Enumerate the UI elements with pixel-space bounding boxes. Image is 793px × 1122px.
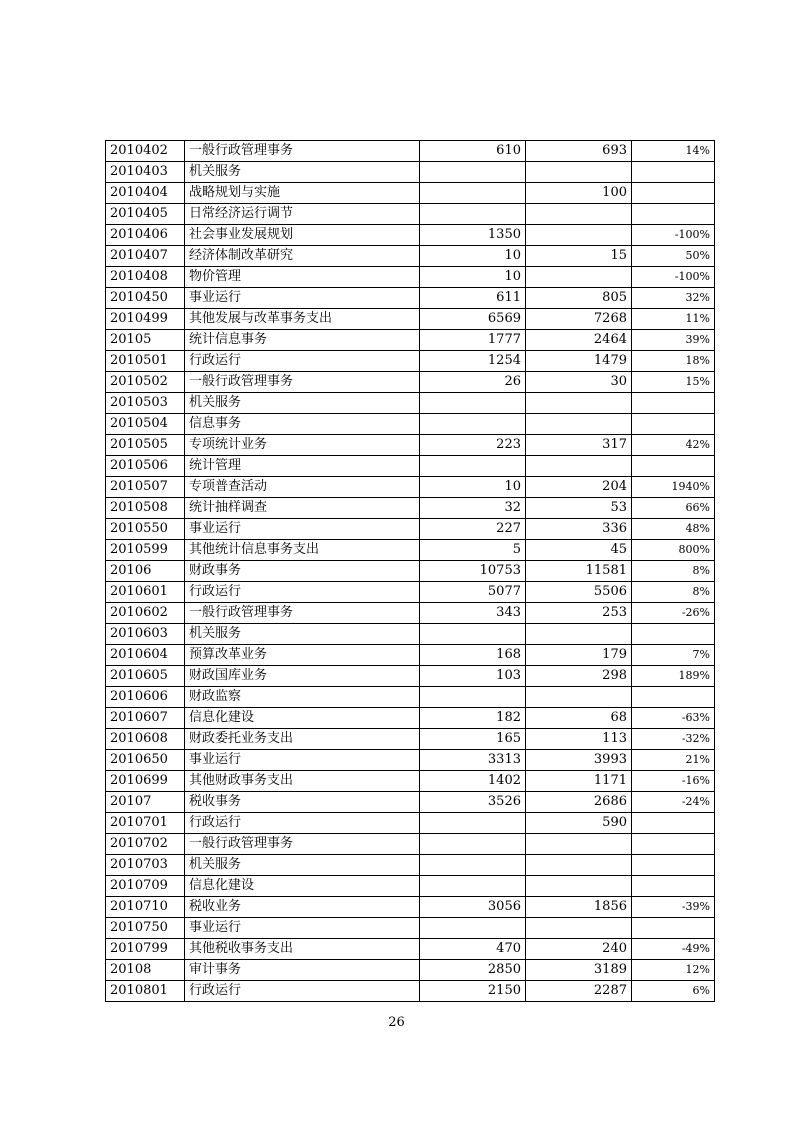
row-code: 2010404: [106, 183, 185, 204]
table-row: [106, 309, 715, 330]
row-code: 2010499: [106, 309, 185, 330]
row-name: 信息化建设: [185, 876, 420, 897]
row-name: 机关服务: [185, 624, 420, 645]
row-value-1: 3056: [420, 897, 526, 918]
row-change-pct: 8%: [632, 582, 715, 603]
row-value-1: 1777: [420, 330, 526, 351]
row-name: 一般行政管理事务: [185, 834, 420, 855]
row-value-2: 2287: [526, 981, 632, 1002]
row-change-pct: 6%: [632, 981, 715, 1002]
row-value-2: 1856: [526, 897, 632, 918]
row-name: 物价管理: [185, 267, 420, 288]
table-row: [106, 414, 715, 435]
row-change-pct: 32%: [632, 288, 715, 309]
row-name: 财政国库业务: [185, 666, 420, 687]
row-value-1: [420, 918, 526, 939]
row-name: 机关服务: [185, 855, 420, 876]
table-row: [106, 981, 715, 1002]
row-code: 2010403: [106, 162, 185, 183]
row-value-2: 336: [526, 519, 632, 540]
row-change-pct: 14%: [632, 141, 715, 162]
row-change-pct: 12%: [632, 960, 715, 981]
row-code: 2010650: [106, 750, 185, 771]
row-value-2: 805: [526, 288, 632, 309]
row-value-2: 1479: [526, 351, 632, 372]
row-value-1: [420, 204, 526, 225]
row-change-pct: [632, 204, 715, 225]
row-value-1: 470: [420, 939, 526, 960]
row-name: 事业运行: [185, 519, 420, 540]
row-name: 统计信息事务: [185, 330, 420, 351]
table-row: [106, 456, 715, 477]
row-name: 统计抽样调查: [185, 498, 420, 519]
row-change-pct: 7%: [632, 645, 715, 666]
row-name: 其他税收事务支出: [185, 939, 420, 960]
row-change-pct: 42%: [632, 435, 715, 456]
table-row: [106, 330, 715, 351]
row-value-2: 204: [526, 477, 632, 498]
table-row: [106, 687, 715, 708]
table-row: [106, 561, 715, 582]
row-value-1: 1254: [420, 351, 526, 372]
row-code: 2010503: [106, 393, 185, 414]
row-value-2: [526, 687, 632, 708]
row-value-1: [420, 813, 526, 834]
row-code: 2010599: [106, 540, 185, 561]
row-value-1: [420, 624, 526, 645]
row-change-pct: [632, 918, 715, 939]
row-value-2: 3993: [526, 750, 632, 771]
row-change-pct: -32%: [632, 729, 715, 750]
row-value-2: [526, 834, 632, 855]
row-code: 2010405: [106, 204, 185, 225]
table-row: [106, 771, 715, 792]
table-row: [106, 939, 715, 960]
row-change-pct: 800%: [632, 540, 715, 561]
row-change-pct: -26%: [632, 603, 715, 624]
row-name: 专项普查活动: [185, 477, 420, 498]
row-name: 财政事务: [185, 561, 420, 582]
row-change-pct: -100%: [632, 225, 715, 246]
row-code: 2010502: [106, 372, 185, 393]
table-row: [106, 183, 715, 204]
row-value-1: 103: [420, 666, 526, 687]
row-name: 社会事业发展规划: [185, 225, 420, 246]
row-code: 2010710: [106, 897, 185, 918]
row-value-1: 32: [420, 498, 526, 519]
row-code: 2010606: [106, 687, 185, 708]
row-change-pct: 8%: [632, 561, 715, 582]
row-name: 信息化建设: [185, 708, 420, 729]
row-change-pct: [632, 624, 715, 645]
row-value-2: [526, 162, 632, 183]
row-code: 20105: [106, 330, 185, 351]
row-name: 行政运行: [185, 981, 420, 1002]
row-name: 其他发展与改革事务支出: [185, 309, 420, 330]
row-code: 2010605: [106, 666, 185, 687]
row-change-pct: [632, 813, 715, 834]
row-name: 信息事务: [185, 414, 420, 435]
table-row: [106, 351, 715, 372]
row-change-pct: [632, 183, 715, 204]
row-value-1: [420, 855, 526, 876]
row-value-1: 5077: [420, 582, 526, 603]
row-value-1: [420, 834, 526, 855]
row-change-pct: 50%: [632, 246, 715, 267]
row-value-1: 168: [420, 645, 526, 666]
row-change-pct: 1940%: [632, 477, 715, 498]
row-change-pct: 21%: [632, 750, 715, 771]
row-code: 2010601: [106, 582, 185, 603]
row-code: 2010801: [106, 981, 185, 1002]
row-code: 2010508: [106, 498, 185, 519]
row-change-pct: -100%: [632, 267, 715, 288]
table-row: [106, 729, 715, 750]
row-value-2: 240: [526, 939, 632, 960]
table-row: [106, 246, 715, 267]
row-value-2: 5506: [526, 582, 632, 603]
row-change-pct: [632, 687, 715, 708]
table-row: [106, 477, 715, 498]
row-value-2: [526, 225, 632, 246]
row-value-2: 179: [526, 645, 632, 666]
table-row: [106, 288, 715, 309]
row-value-2: [526, 855, 632, 876]
row-name: 行政运行: [185, 582, 420, 603]
row-value-2: 2464: [526, 330, 632, 351]
row-value-2: [526, 876, 632, 897]
row-value-1: 10753: [420, 561, 526, 582]
row-change-pct: -39%: [632, 897, 715, 918]
table-row: [106, 876, 715, 897]
row-name: 财政委托业务支出: [185, 729, 420, 750]
row-change-pct: [632, 162, 715, 183]
row-value-2: 68: [526, 708, 632, 729]
row-code: 20107: [106, 792, 185, 813]
table-row: [106, 225, 715, 246]
row-code: 2010701: [106, 813, 185, 834]
row-change-pct: [632, 855, 715, 876]
row-change-pct: [632, 393, 715, 414]
row-code: 2010608: [106, 729, 185, 750]
row-value-1: 3313: [420, 750, 526, 771]
row-value-2: 1171: [526, 771, 632, 792]
row-code: 2010709: [106, 876, 185, 897]
row-value-1: 1350: [420, 225, 526, 246]
row-value-2: 100: [526, 183, 632, 204]
row-name: 行政运行: [185, 813, 420, 834]
table-row: [106, 540, 715, 561]
row-name: 专项统计业务: [185, 435, 420, 456]
row-change-pct: 48%: [632, 519, 715, 540]
row-name: 一般行政管理事务: [185, 372, 420, 393]
row-change-pct: -49%: [632, 939, 715, 960]
row-value-1: 2850: [420, 960, 526, 981]
row-value-1: 611: [420, 288, 526, 309]
row-name: 行政运行: [185, 351, 420, 372]
row-value-2: 7268: [526, 309, 632, 330]
row-code: 2010604: [106, 645, 185, 666]
table-row: [106, 750, 715, 771]
row-value-1: 2150: [420, 981, 526, 1002]
row-code: 2010703: [106, 855, 185, 876]
table-row: [106, 393, 715, 414]
row-change-pct: -16%: [632, 771, 715, 792]
row-value-1: 343: [420, 603, 526, 624]
row-value-2: [526, 414, 632, 435]
row-value-2: 30: [526, 372, 632, 393]
table-row: [106, 624, 715, 645]
row-name: 税收事务: [185, 792, 420, 813]
table-row: [106, 582, 715, 603]
table-row: [106, 834, 715, 855]
row-value-1: 5: [420, 540, 526, 561]
row-value-2: [526, 267, 632, 288]
row-value-2: [526, 393, 632, 414]
row-code: 2010507: [106, 477, 185, 498]
table-row: [106, 666, 715, 687]
table-body: [106, 141, 715, 1002]
table-row: [106, 813, 715, 834]
row-value-2: [526, 624, 632, 645]
row-value-2: 298: [526, 666, 632, 687]
row-code: 2010501: [106, 351, 185, 372]
row-name: 日常经济运行调节: [185, 204, 420, 225]
table-row: [106, 141, 715, 162]
row-value-2: [526, 918, 632, 939]
row-value-2: 2686: [526, 792, 632, 813]
row-value-2: 45: [526, 540, 632, 561]
row-value-2: 113: [526, 729, 632, 750]
row-value-1: 26: [420, 372, 526, 393]
row-value-1: [420, 876, 526, 897]
row-value-1: 223: [420, 435, 526, 456]
table-row: [106, 855, 715, 876]
row-value-1: 227: [420, 519, 526, 540]
row-code: 2010702: [106, 834, 185, 855]
row-change-pct: [632, 456, 715, 477]
table-row: [106, 708, 715, 729]
row-name: 预算改革业务: [185, 645, 420, 666]
row-code: 2010505: [106, 435, 185, 456]
row-value-1: [420, 456, 526, 477]
row-code: 2010407: [106, 246, 185, 267]
row-code: 2010750: [106, 918, 185, 939]
row-change-pct: [632, 834, 715, 855]
row-value-1: [420, 414, 526, 435]
row-code: 2010450: [106, 288, 185, 309]
table-row: [106, 267, 715, 288]
row-value-1: 610: [420, 141, 526, 162]
page-number: 26: [388, 1015, 405, 1030]
row-name: 机关服务: [185, 162, 420, 183]
row-value-1: 10: [420, 246, 526, 267]
row-change-pct: 11%: [632, 309, 715, 330]
row-change-pct: 39%: [632, 330, 715, 351]
row-change-pct: 66%: [632, 498, 715, 519]
budget-table: [105, 140, 715, 1002]
row-code: 2010408: [106, 267, 185, 288]
table-row: [106, 204, 715, 225]
row-code: 2010607: [106, 708, 185, 729]
row-name: 一般行政管理事务: [185, 141, 420, 162]
row-value-2: 693: [526, 141, 632, 162]
row-name: 财政监察: [185, 687, 420, 708]
row-value-1: 6569: [420, 309, 526, 330]
row-code: 2010506: [106, 456, 185, 477]
row-change-pct: -24%: [632, 792, 715, 813]
row-name: 其他财政事务支出: [185, 771, 420, 792]
row-name: 统计管理: [185, 456, 420, 477]
row-name: 税收业务: [185, 897, 420, 918]
row-value-2: 11581: [526, 561, 632, 582]
table-row: [106, 960, 715, 981]
row-code: 2010699: [106, 771, 185, 792]
row-code: 2010799: [106, 939, 185, 960]
row-value-2: 253: [526, 603, 632, 624]
table-row: [106, 918, 715, 939]
row-name: 机关服务: [185, 393, 420, 414]
row-code: 20108: [106, 960, 185, 981]
row-code: 2010603: [106, 624, 185, 645]
table-row: [106, 897, 715, 918]
row-value-1: 10: [420, 267, 526, 288]
row-value-2: [526, 456, 632, 477]
row-code: 2010402: [106, 141, 185, 162]
row-name: 事业运行: [185, 288, 420, 309]
row-code: 2010504: [106, 414, 185, 435]
row-change-pct: -63%: [632, 708, 715, 729]
row-value-1: [420, 393, 526, 414]
table-row: [106, 498, 715, 519]
row-value-1: [420, 687, 526, 708]
row-value-1: 182: [420, 708, 526, 729]
table-row: [106, 645, 715, 666]
row-change-pct: [632, 414, 715, 435]
table-row: [106, 162, 715, 183]
row-value-2: 3189: [526, 960, 632, 981]
row-change-pct: 18%: [632, 351, 715, 372]
row-name: 审计事务: [185, 960, 420, 981]
table-row: [106, 435, 715, 456]
row-name: 事业运行: [185, 750, 420, 771]
row-value-1: 1402: [420, 771, 526, 792]
row-change-pct: [632, 876, 715, 897]
row-code: 20106: [106, 561, 185, 582]
row-code: 2010602: [106, 603, 185, 624]
row-name: 一般行政管理事务: [185, 603, 420, 624]
table-row: [106, 603, 715, 624]
row-value-2: 15: [526, 246, 632, 267]
table-row: [106, 792, 715, 813]
row-value-1: [420, 183, 526, 204]
row-value-1: 165: [420, 729, 526, 750]
row-value-2: 590: [526, 813, 632, 834]
row-code: 2010550: [106, 519, 185, 540]
row-name: 事业运行: [185, 918, 420, 939]
row-name: 经济体制改革研究: [185, 246, 420, 267]
row-change-pct: 189%: [632, 666, 715, 687]
table-row: [106, 519, 715, 540]
row-value-1: 10: [420, 477, 526, 498]
row-value-1: [420, 162, 526, 183]
row-value-2: 53: [526, 498, 632, 519]
row-name: 战略规划与实施: [185, 183, 420, 204]
row-value-1: 3526: [420, 792, 526, 813]
row-value-2: [526, 204, 632, 225]
row-value-2: 317: [526, 435, 632, 456]
table-row: [106, 372, 715, 393]
row-change-pct: 15%: [632, 372, 715, 393]
row-name: 其他统计信息事务支出: [185, 540, 420, 561]
row-code: 2010406: [106, 225, 185, 246]
